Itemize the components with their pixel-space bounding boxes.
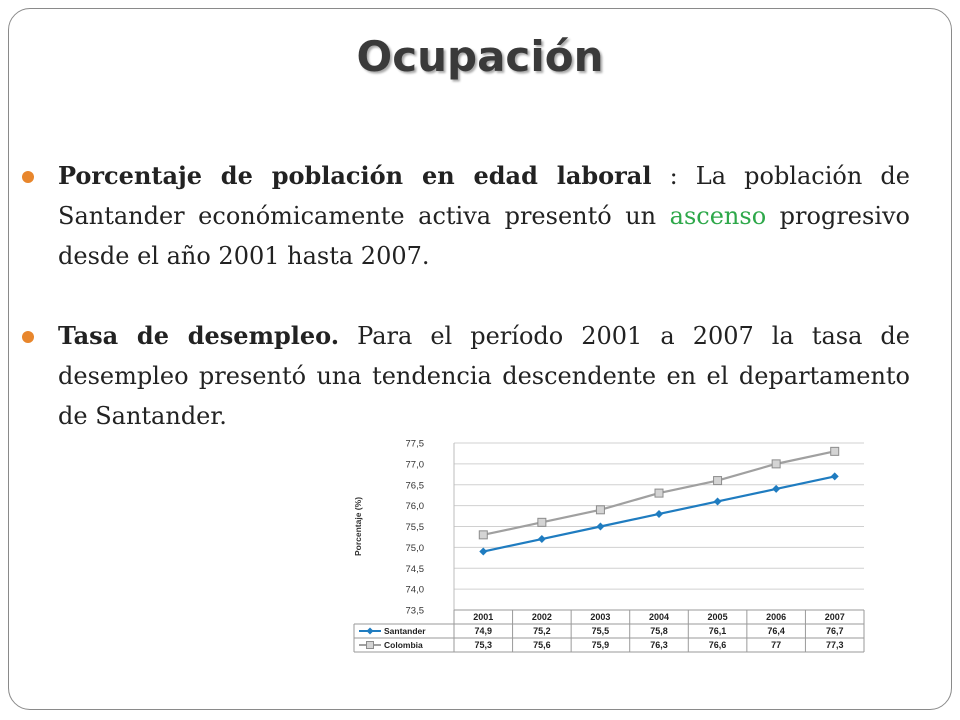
data-point-marker	[596, 506, 604, 514]
table-value-cell: 76,6	[708, 640, 727, 650]
y-tick-label: 73,5	[405, 605, 424, 617]
x-category-label: 2003	[590, 612, 611, 622]
data-point-marker	[714, 477, 722, 485]
x-category-label: 2007	[824, 612, 845, 622]
table-value-cell: 77,3	[825, 640, 844, 650]
data-point-marker	[772, 485, 780, 493]
y-tick-label: 76,0	[405, 501, 424, 513]
y-tick-label: 75,0	[405, 542, 424, 554]
data-point-marker	[655, 489, 663, 497]
legend-series-name: Santander	[384, 626, 426, 636]
y-tick-label: 74,5	[405, 563, 424, 575]
x-category-label: 2006	[766, 612, 787, 622]
table-value-cell: 75,9	[591, 640, 610, 650]
y-tick-label: 77,5	[405, 438, 424, 450]
data-point-marker	[538, 535, 546, 543]
table-value-cell: 75,3	[474, 640, 493, 650]
x-category-label: 2001	[473, 612, 494, 622]
slide-title: Ocupación	[356, 32, 604, 81]
y-tick-label: 76,5	[405, 480, 424, 492]
table-value-cell: 76,7	[825, 626, 844, 636]
data-point-marker	[479, 548, 487, 556]
data-point-marker	[831, 472, 839, 480]
data-point-marker	[655, 510, 663, 518]
data-point-marker	[831, 447, 839, 455]
data-point-marker	[772, 460, 780, 468]
table-value-cell: 76,1	[708, 626, 727, 636]
data-point-marker	[538, 518, 546, 526]
table-value-cell: 75,8	[650, 626, 668, 636]
legend-marker-icon	[367, 642, 374, 649]
bullet-separator: :	[651, 162, 696, 190]
table-value-cell: 75,2	[533, 626, 551, 636]
table-value-cell: 77	[771, 640, 782, 650]
legend-series-name: Colombia	[384, 640, 423, 650]
x-category-label: 2005	[707, 612, 728, 622]
bullet-item	[22, 156, 910, 276]
bullet-item	[22, 316, 910, 436]
table-value-cell: 76,3	[650, 640, 668, 650]
table-value-cell: 76,4	[767, 626, 785, 636]
x-category-label: 2002	[531, 612, 552, 622]
legend-marker-icon	[367, 628, 374, 635]
y-axis-label: Porcentaje (%)	[353, 496, 363, 557]
data-point-marker	[479, 531, 487, 539]
table-value-cell: 74,9	[474, 626, 493, 636]
y-tick-label: 77,0	[405, 459, 424, 471]
bullet-list	[22, 156, 910, 436]
bullet-dot-icon	[22, 171, 34, 183]
bullet-lead: Porcentaje de población en edad laboral	[58, 161, 652, 190]
data-point-marker	[714, 497, 722, 505]
y-tick-label: 74,0	[405, 584, 424, 596]
table-value-cell: 75,5	[591, 626, 610, 636]
y-tick-label: 75,5	[405, 522, 424, 533]
x-category-label: 2004	[648, 612, 670, 622]
bullet-text: Para el período 2001 a 2007 la tasa de desempleo presentó una tendencia descendente en el departamento de Santander.	[58, 322, 910, 430]
bullet-lead: Tasa de desempleo.	[58, 321, 340, 350]
data-point-marker	[596, 523, 604, 531]
bullet-dot-icon	[22, 331, 34, 343]
bullet-text: La población de Santander económicamente activa presentó un	[58, 162, 910, 230]
highlight-word: ascenso	[669, 202, 767, 230]
table-value-cell: 75,6	[533, 640, 551, 650]
bullet-text-end: progresivo desde el año 2001 hasta 2007.	[58, 202, 910, 270]
employment-line-chart	[346, 430, 876, 666]
